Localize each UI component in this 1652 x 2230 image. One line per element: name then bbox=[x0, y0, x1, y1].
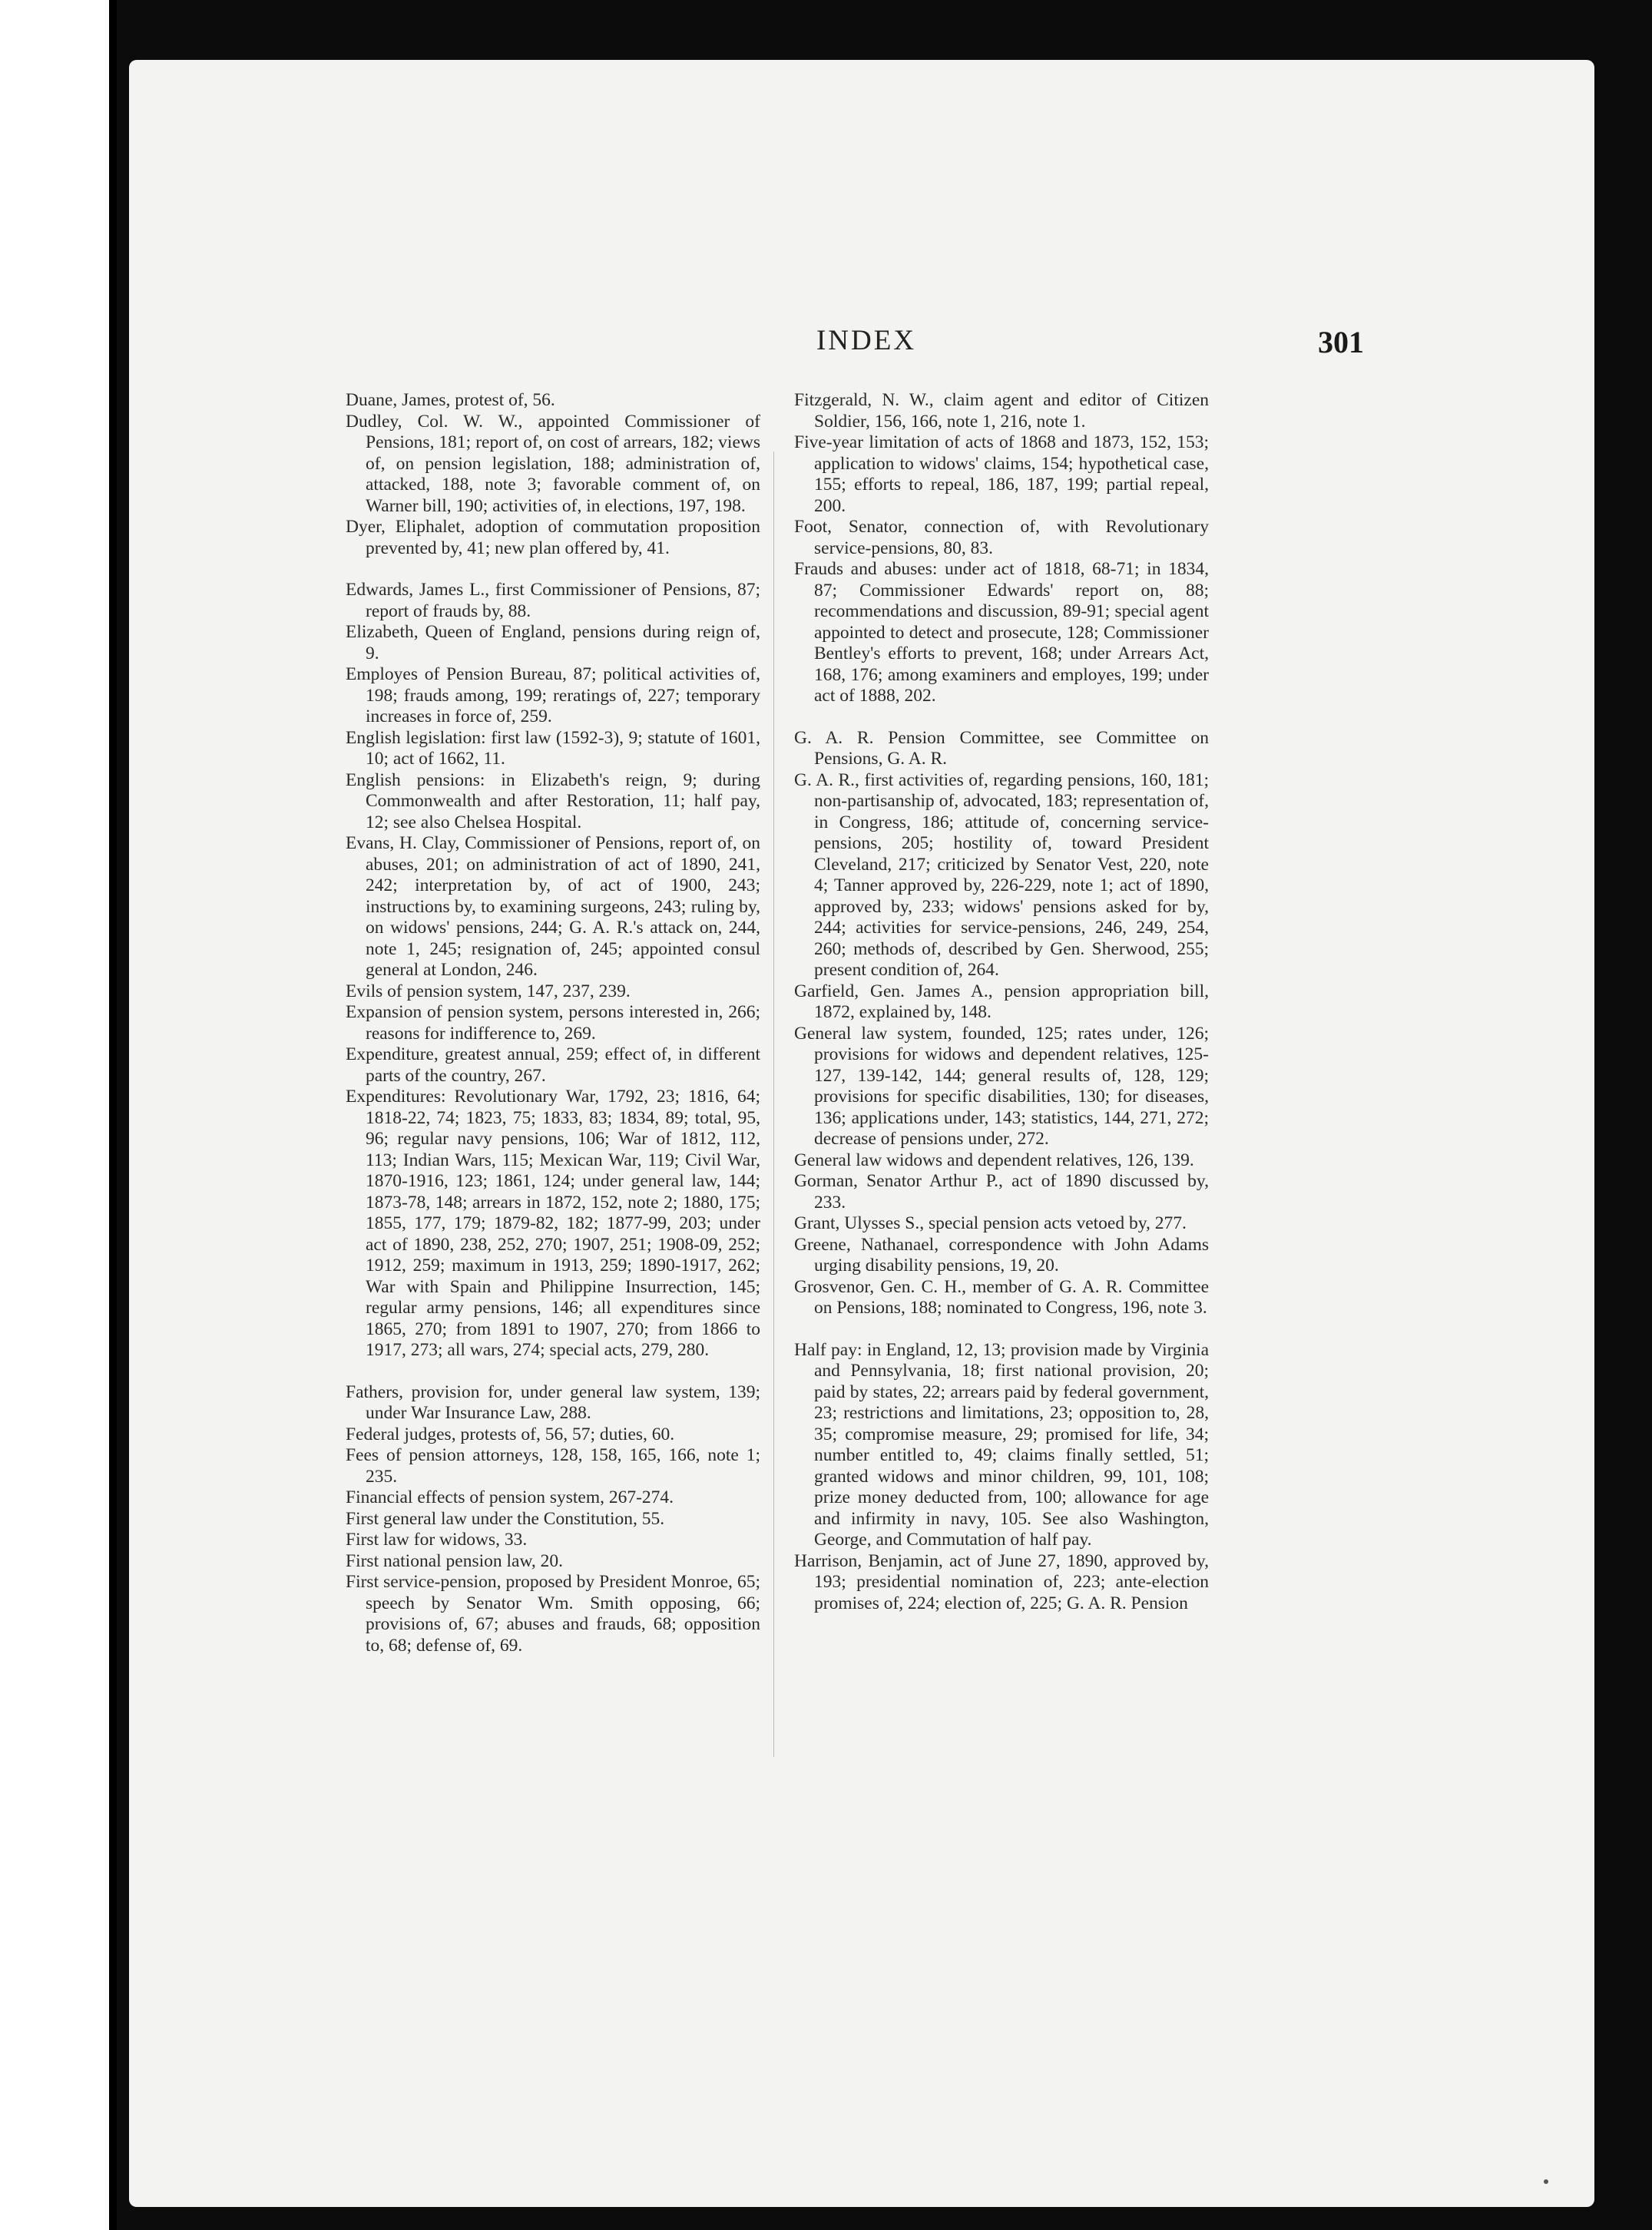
index-entry: Expenditure, greatest annual, 259; effect of, in different parts of the country, 267. bbox=[346, 1044, 760, 1086]
index-entry: Expenditures: Revolutionary War, 1792, 23; 1816, 64; 1818-22, 74; 1823, 75; 1833, 83; 1834, 89; total, 95, 96; regular navy pensions, 106; War of 1812, 112, 113; Indian Wars, 115; Mexican War, 119; Civil War, 1870-1916, 123; 1861, 124; under general law, 144; 1873-78, 148; arrears in 1872, 152, note 2; 1880, 175; 1855, 177, 179; 1879-82, 182; 1877-99, 203; under act of 1890, 238, 252, 270; 1907, 251; 1908-09, 252; 1912, 259; maximum in 1913, 259; 1890-1917, 262; War with Spain and Philippine Insurrection, 145; regular army pensions, 146; all expenditures since 1865, 270; from 1891 to 1907, 270; from 1866 to 1917, 273; all wars, 274; special acts, 279, 280. bbox=[346, 1087, 760, 1360]
index-entry: Financial effects of pension system, 267-274. bbox=[346, 1487, 674, 1507]
page-header bbox=[129, 324, 1594, 370]
index-entry: English legislation: first law (1592-3), 9; statute of 1601, 10; act of 1662, 11. bbox=[346, 727, 760, 769]
index-entry: First national pension law, 20. bbox=[346, 1550, 564, 1571]
index-entry: Frauds and abuses: under act of 1818, 68-71; in 1834, 87; Commissioner Edwards' report on, 88; recommendations and discussion, 89-91; special agent appointed to detect and prosecute, 128; Commissioner Bentley's efforts to prevent, 168; under Arrears Act, 168, 176; among examiners and employes, 199; under act of 1888, 202. bbox=[794, 559, 1209, 706]
scan-left-edge bbox=[109, 0, 117, 2230]
index-entry: Edwards, James L., first Commissioner of Pensions, 87; report of frauds by, 88. bbox=[346, 580, 760, 621]
book-page bbox=[129, 60, 1594, 2207]
scan-speck bbox=[1544, 2179, 1548, 2184]
index-entry: Foot, Senator, connection of, with Revolutionary service-pensions, 80, 83. bbox=[794, 517, 1209, 558]
index-entry: G. A. R. Pension Committee, see Committee on Pensions, G. A. R. bbox=[794, 727, 1209, 769]
index-entry: Evans, H. Clay, Commissioner of Pensions, report of, on abuses, 201; on administration of act of 1890, 241, 242; interpretation by, of act of 1900, 243; instructions by, to examining surgeons, 243; ruling by, on widows' pensions, 244; G. A. R.'s attack on, 244, note 1, 245; resignation of, 245; appointed consul general at London, 246. bbox=[346, 833, 760, 980]
index-entry: Half pay: in England, 12, 13; provision made by Virginia and Pennsylvania, 18; first national provision, 20; paid by states, 22; arrears paid by federal government, 23; restrictions and limitations, 23; opposition to, 28, 35; compromise measure, 29; promised for life, 34; number entitled to, 49; claims finally settled, 51; granted widows and minor children, 99, 101, 108; prize money deducted from, 100; allowance for age and infirmity in navy, 105. See also Washington, George, and Commutation of half pay. bbox=[794, 1339, 1209, 1550]
index-entry: General law widows and dependent relatives, 126, 139. bbox=[794, 1150, 1194, 1170]
index-entry: Fees of pension attorneys, 128, 158, 165, 166, note 1; 235. bbox=[346, 1445, 760, 1487]
index-entry: Evils of pension system, 147, 237, 239. bbox=[346, 981, 631, 1001]
section-gap bbox=[794, 1319, 1209, 1340]
index-entry: Dyer, Eliphalet, adoption of commutation proposition prevented by, 41; new plan offered by, 41. bbox=[346, 517, 760, 558]
index-column-right bbox=[794, 390, 1209, 1614]
index-entry: Dudley, Col. W. W., appointed Commissioner of Pensions, 181; report of, on cost of arrears, 182; views of, on pension legislation, 188; administration of, attacked, 188, note 3; favorable comment of, on Warner bill, 190; activities of, in elections, 197, 198. bbox=[346, 411, 760, 516]
index-column-left bbox=[346, 390, 760, 1656]
index-entry: Greene, Nathanael, correspondence with John Adams urging disability pensions, 19, 20. bbox=[794, 1234, 1209, 1275]
running-title: INDEX bbox=[816, 325, 917, 356]
index-entry: Federal judges, protests of, 56, 57; duties, 60. bbox=[346, 1424, 675, 1444]
index-entry: Garfield, Gen. James A., pension appropriation bill, 1872, explained by, 148. bbox=[794, 981, 1209, 1022]
index-entry: Grosvenor, Gen. C. H., member of G. A. R. Committee on Pensions, 188; nominated to Congress, 196, note 3. bbox=[794, 1276, 1209, 1318]
index-entry: Fitzgerald, N. W., claim agent and editor of Citizen Soldier, 156, 166, note 1, 216, note 1. bbox=[794, 390, 1209, 432]
index-entry: Grant, Ulysses S., special pension acts vetoed by, 277. bbox=[794, 1213, 1187, 1233]
index-entry: Expansion of pension system, persons interested in, 266; reasons for indifference to, 269. bbox=[346, 1002, 760, 1044]
column-divider bbox=[773, 452, 774, 1757]
page-number: 301 bbox=[1318, 325, 1364, 359]
index-entry: General law system, founded, 125; rates under, 126; provisions for widows and dependent relatives, 125-127, 139-142, 144; general results of, 128, 129; provisions for specific disabilities, 130; for diseases, 136; applications under, 143; statistics, 144, 271, 272; decrease of pensions under, 272. bbox=[794, 1023, 1209, 1149]
index-entry: First service-pension, proposed by President Monroe, 65; speech by Senator Wm. Smith opposing, 66; provisions of, 67; abuses and frauds, 68; opposition to, 68; defense of, 69. bbox=[346, 1572, 760, 1656]
section-gap bbox=[346, 559, 760, 580]
index-entry: Elizabeth, Queen of England, pensions during reign of, 9. bbox=[346, 622, 760, 663]
index-entry: G. A. R., first activities of, regarding pensions, 160, 181; non-partisanship of, advocated, 183; representation of, in Congress, 186; attitude of, concerning service-pensions, 205; hostility of, toward President Cleveland, 217; criticized by Senator Vest, 220, note 4; Tanner approved by, 226-229, note 1; act of 1890, approved by, 233; widows' pensions asked for by, 244; activities for service-pensions, 246, 249, 254, 260; methods of, described by Gen. Sherwood, 255; present condition of, 264. bbox=[794, 769, 1209, 980]
section-gap bbox=[346, 1361, 760, 1382]
index-entry: First general law under the Constitution, 55. bbox=[346, 1508, 665, 1529]
index-entry: Harrison, Benjamin, act of June 27, 1890, approved by, 193; presidential nomination of, 223; ante-election promises of, 224; election of, 225; G. A. R. Pension bbox=[794, 1550, 1209, 1613]
index-entry: Gorman, Senator Arthur P., act of 1890 discussed by, 233. bbox=[794, 1171, 1209, 1213]
scan-left-margin bbox=[0, 0, 109, 2230]
index-entry: English pensions: in Elizabeth's reign, 9; during Commonwealth and after Restoration, 11; half pay, 12; see also Chelsea Hospital. bbox=[346, 769, 760, 832]
index-entry: First law for widows, 33. bbox=[346, 1530, 528, 1550]
index-entry: Duane, James, protest of, 56. bbox=[346, 390, 555, 410]
index-entry: Five-year limitation of acts of 1868 and 1873, 152, 153; application to widows' claims, 154; hypothetical case, 155; efforts to repeal, 186, 187, 199; partial repeal, 200. bbox=[794, 432, 1209, 516]
index-entry: Employes of Pension Bureau, 87; political activities of, 198; frauds among, 199; reratings of, 227; temporary increases in force of, 259. bbox=[346, 664, 760, 726]
index-entry: Fathers, provision for, under general law system, 139; under War Insurance Law, 288. bbox=[346, 1381, 760, 1423]
section-gap bbox=[794, 707, 1209, 728]
